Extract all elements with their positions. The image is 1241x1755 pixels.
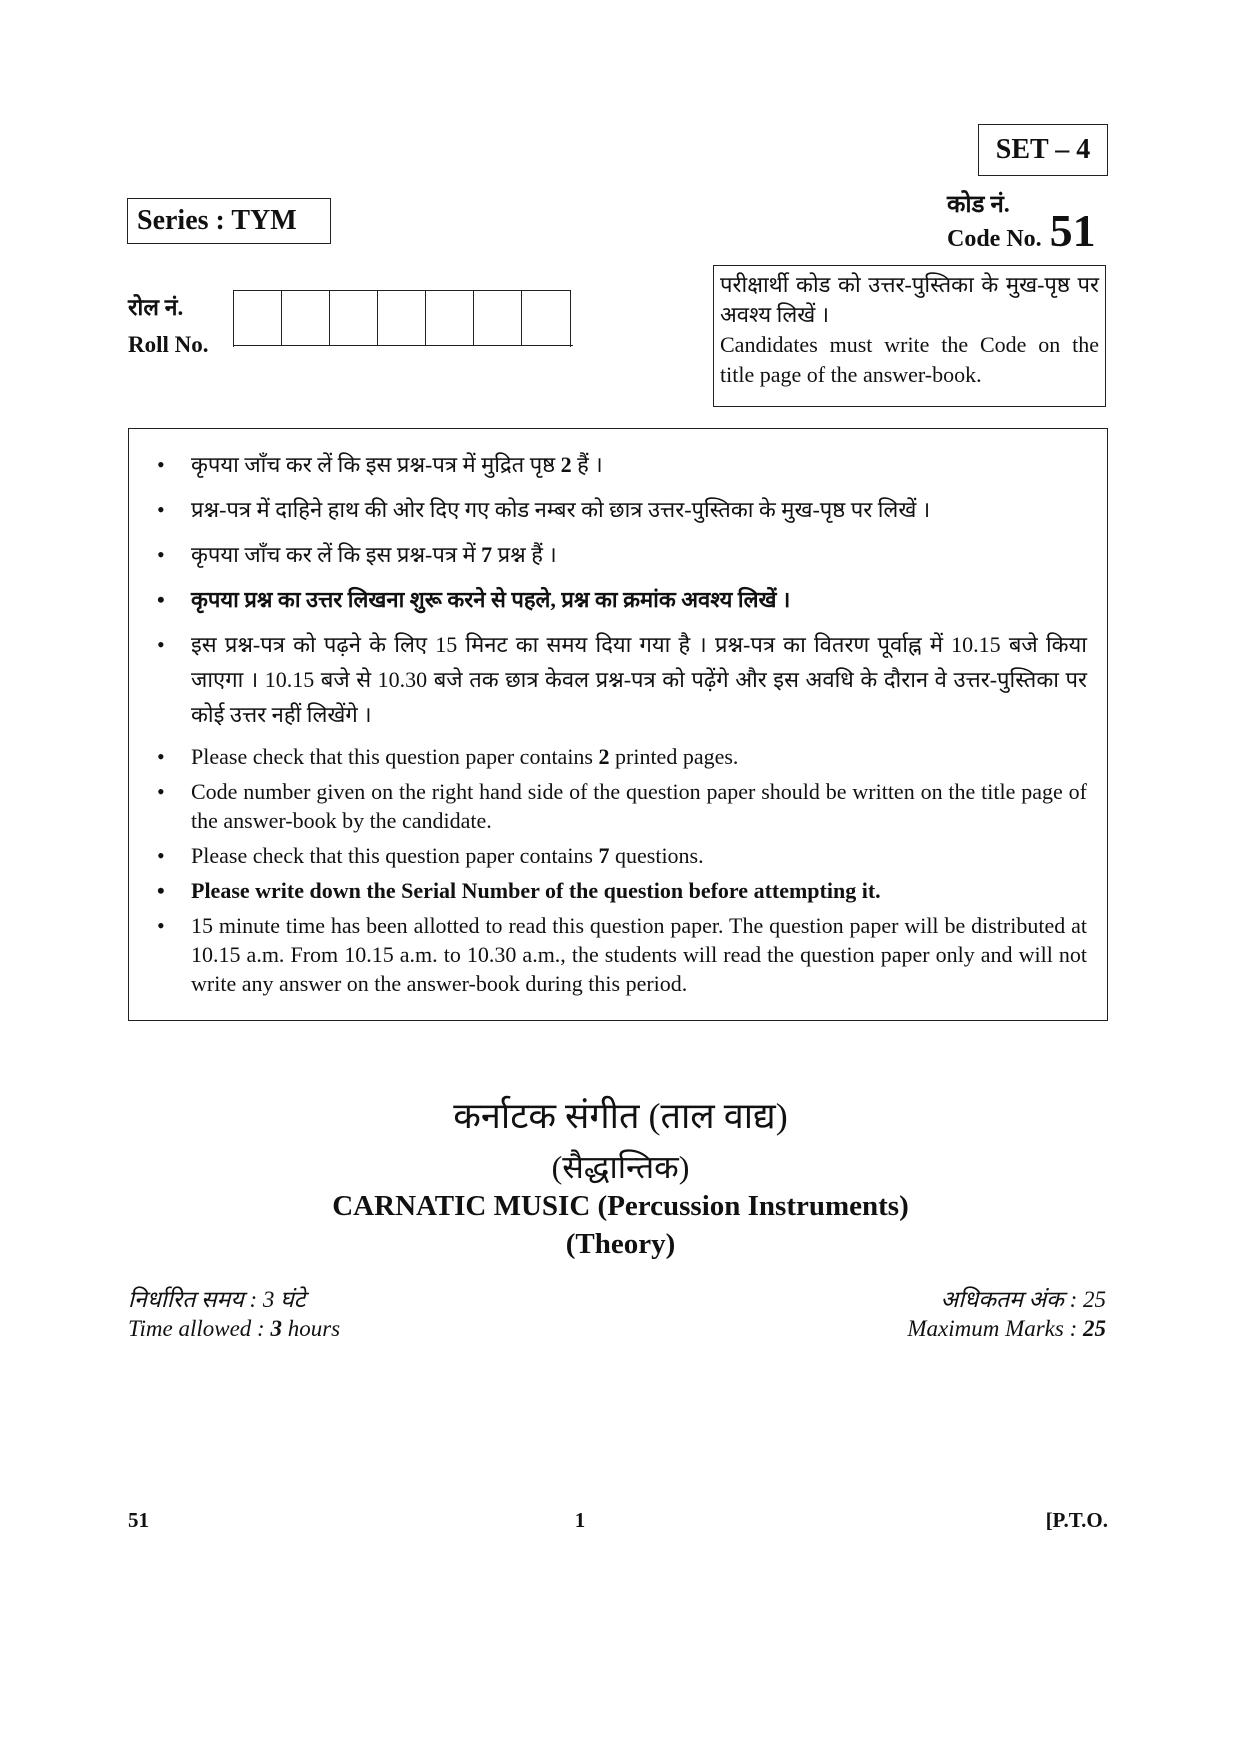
candidates-note-box <box>713 265 1106 407</box>
roll-number-boxes[interactable] <box>233 290 571 347</box>
time-unit-english: hours <box>281 1316 341 1341</box>
instruction-text-pre: Please check that this question paper contains <box>191 744 599 769</box>
bullet-icon: • <box>157 744 165 769</box>
roll-label-hindi: रोल नं. <box>128 295 184 320</box>
instruction-text-bold: 7 <box>598 843 610 868</box>
roll-number-box[interactable] <box>474 291 522 346</box>
instruction-text-pre: Code number given on the right hand side of the question paper should be written on the title page of the answer-book by the candidate. <box>191 779 1087 833</box>
subject-subtitle-english: (Theory) <box>565 1228 676 1260</box>
instruction-text-post: प्रश्न हैं । <box>492 542 557 567</box>
roll-number-box[interactable] <box>282 291 330 346</box>
instruction-item <box>149 876 1087 905</box>
marks-value-hindi: 25 <box>1083 1287 1106 1312</box>
time-value-english: 3 <box>270 1316 282 1341</box>
instruction-item <box>149 447 1087 482</box>
instruction-text-post: हैं । <box>571 452 603 477</box>
bullet-icon: • <box>157 779 165 804</box>
roll-number-box[interactable] <box>234 291 282 346</box>
candidates-note-english: Candidates must write the Code on the title page of the answer-book. <box>720 332 1099 387</box>
instructions-hindi-list <box>149 447 1087 732</box>
instruction-item <box>149 777 1087 835</box>
instruction-item <box>149 537 1087 572</box>
instruction-text-bold: कृपया प्रश्न का उत्तर लिखना शुरू करने से पहले, प्रश्न का क्रमांक अवश्य लिखें । <box>191 587 791 612</box>
instruction-text-post: questions. <box>609 843 704 868</box>
instruction-text-pre: कृपया जाँच कर लें कि इस प्रश्न-पत्र में मुद्रित पृष्ठ <box>191 452 561 477</box>
instruction-item <box>149 582 1087 617</box>
marks-value-english: 25 <box>1083 1316 1106 1341</box>
footer-page-number: 1 <box>574 1508 586 1532</box>
instruction-text-bold: Please write down the Serial Number of the question before attempting it. <box>191 878 881 903</box>
time-allowed-hindi <box>128 1282 305 1314</box>
marks-label-hindi: अधिकतम अंक : <box>940 1287 1083 1312</box>
time-label-hindi: निर्धारित समय : <box>128 1287 263 1312</box>
bullet-icon: • <box>157 497 165 522</box>
roll-number-box[interactable] <box>522 291 570 346</box>
bullet-icon: • <box>157 878 165 903</box>
instruction-item <box>149 627 1087 732</box>
subject-subtitle-hindi: (सैद्धान्तिक) <box>551 1149 690 1185</box>
instruction-text-pre: Please check that this question paper contains <box>191 843 599 868</box>
roll-label-english: Roll No. <box>128 332 209 357</box>
code-number-block <box>947 204 1096 257</box>
roll-number-box[interactable] <box>330 291 378 346</box>
instruction-text-post: printed pages. <box>609 744 739 769</box>
instruction-item <box>149 492 1087 527</box>
instruction-text-pre: 15 minute time has been allotted to read this question paper. The question paper will be distributed at 10.15 a.m. From 10.15 a.m. to 10.30 a.m., the students will read the question paper only and will not write any answer on the answer-book during this period. <box>191 913 1087 996</box>
code-label-hindi: कोड नं. <box>947 192 1010 218</box>
bullet-icon: • <box>157 632 165 657</box>
bullet-icon: • <box>157 843 165 868</box>
time-value-hindi: 3 घंटे <box>262 1287 306 1312</box>
bullet-icon: • <box>157 452 165 477</box>
instruction-item <box>149 911 1087 998</box>
footer-pto: [P.T.O. <box>1045 1508 1108 1532</box>
bullet-icon: • <box>157 587 165 612</box>
instruction-text-pre: कृपया जाँच कर लें कि इस प्रश्न-पत्र में <box>191 542 482 567</box>
subject-title-english: CARNATIC MUSIC (Percussion Instruments) <box>332 1190 909 1222</box>
series-label: Series : TYM <box>127 198 331 244</box>
code-number: 51 <box>1049 205 1096 256</box>
bullet-icon: • <box>157 913 165 938</box>
instruction-text-bold: 2 <box>598 744 610 769</box>
instructions-english-list <box>149 742 1087 998</box>
time-label-english: Time allowed : <box>128 1316 271 1341</box>
instruction-item <box>149 841 1087 870</box>
maximum-marks-hindi <box>941 1282 1106 1314</box>
roll-number-box[interactable] <box>426 291 474 346</box>
instruction-text-pre: इस प्रश्न-पत्र को पढ़ने के लिए 15 मिनट का समय दिया गया है । प्रश्न-पत्र का वितरण पूर्वाह्न में 10.15 बजे किया जाएगा । 10.15 बजे से 10.30 बजे तक छात्र केवल प्रश्न-पत्र को पढ़ेंगे और इस अवधि के दौरान वे उत्तर-पुस्तिका पर कोई उत्तर नहीं लिखेंगे । <box>191 632 1087 727</box>
code-label-english: Code No. <box>947 226 1042 252</box>
roll-number-baseline <box>233 345 573 346</box>
instruction-text-bold: 2 <box>560 452 572 477</box>
set-label: SET – 4 <box>978 124 1108 176</box>
instruction-text-bold: 7 <box>481 542 493 567</box>
instruction-text-pre: प्रश्न-पत्र में दाहिने हाथ की ओर दिए गए कोड नम्बर को छात्र उत्तर-पुस्तिका के मुख-पृष्ठ पर लिखें । <box>191 497 931 522</box>
maximum-marks-english <box>907 1316 1106 1342</box>
subject-title-hindi: कर्नाटक संगीत (ताल वाद्य) <box>453 1096 788 1136</box>
time-allowed-english <box>128 1316 340 1342</box>
candidates-note-hindi: परीक्षार्थी कोड को उत्तर-पुस्तिका के मुख-पृष्ठ पर अवश्य लिखें । <box>720 272 1099 327</box>
roll-number-box[interactable] <box>378 291 426 346</box>
marks-label-english: Maximum Marks : <box>907 1316 1083 1341</box>
instructions-box <box>128 428 1108 1021</box>
bullet-icon: • <box>157 542 165 567</box>
instruction-item <box>149 742 1087 771</box>
footer-code: 51 <box>128 1508 149 1532</box>
